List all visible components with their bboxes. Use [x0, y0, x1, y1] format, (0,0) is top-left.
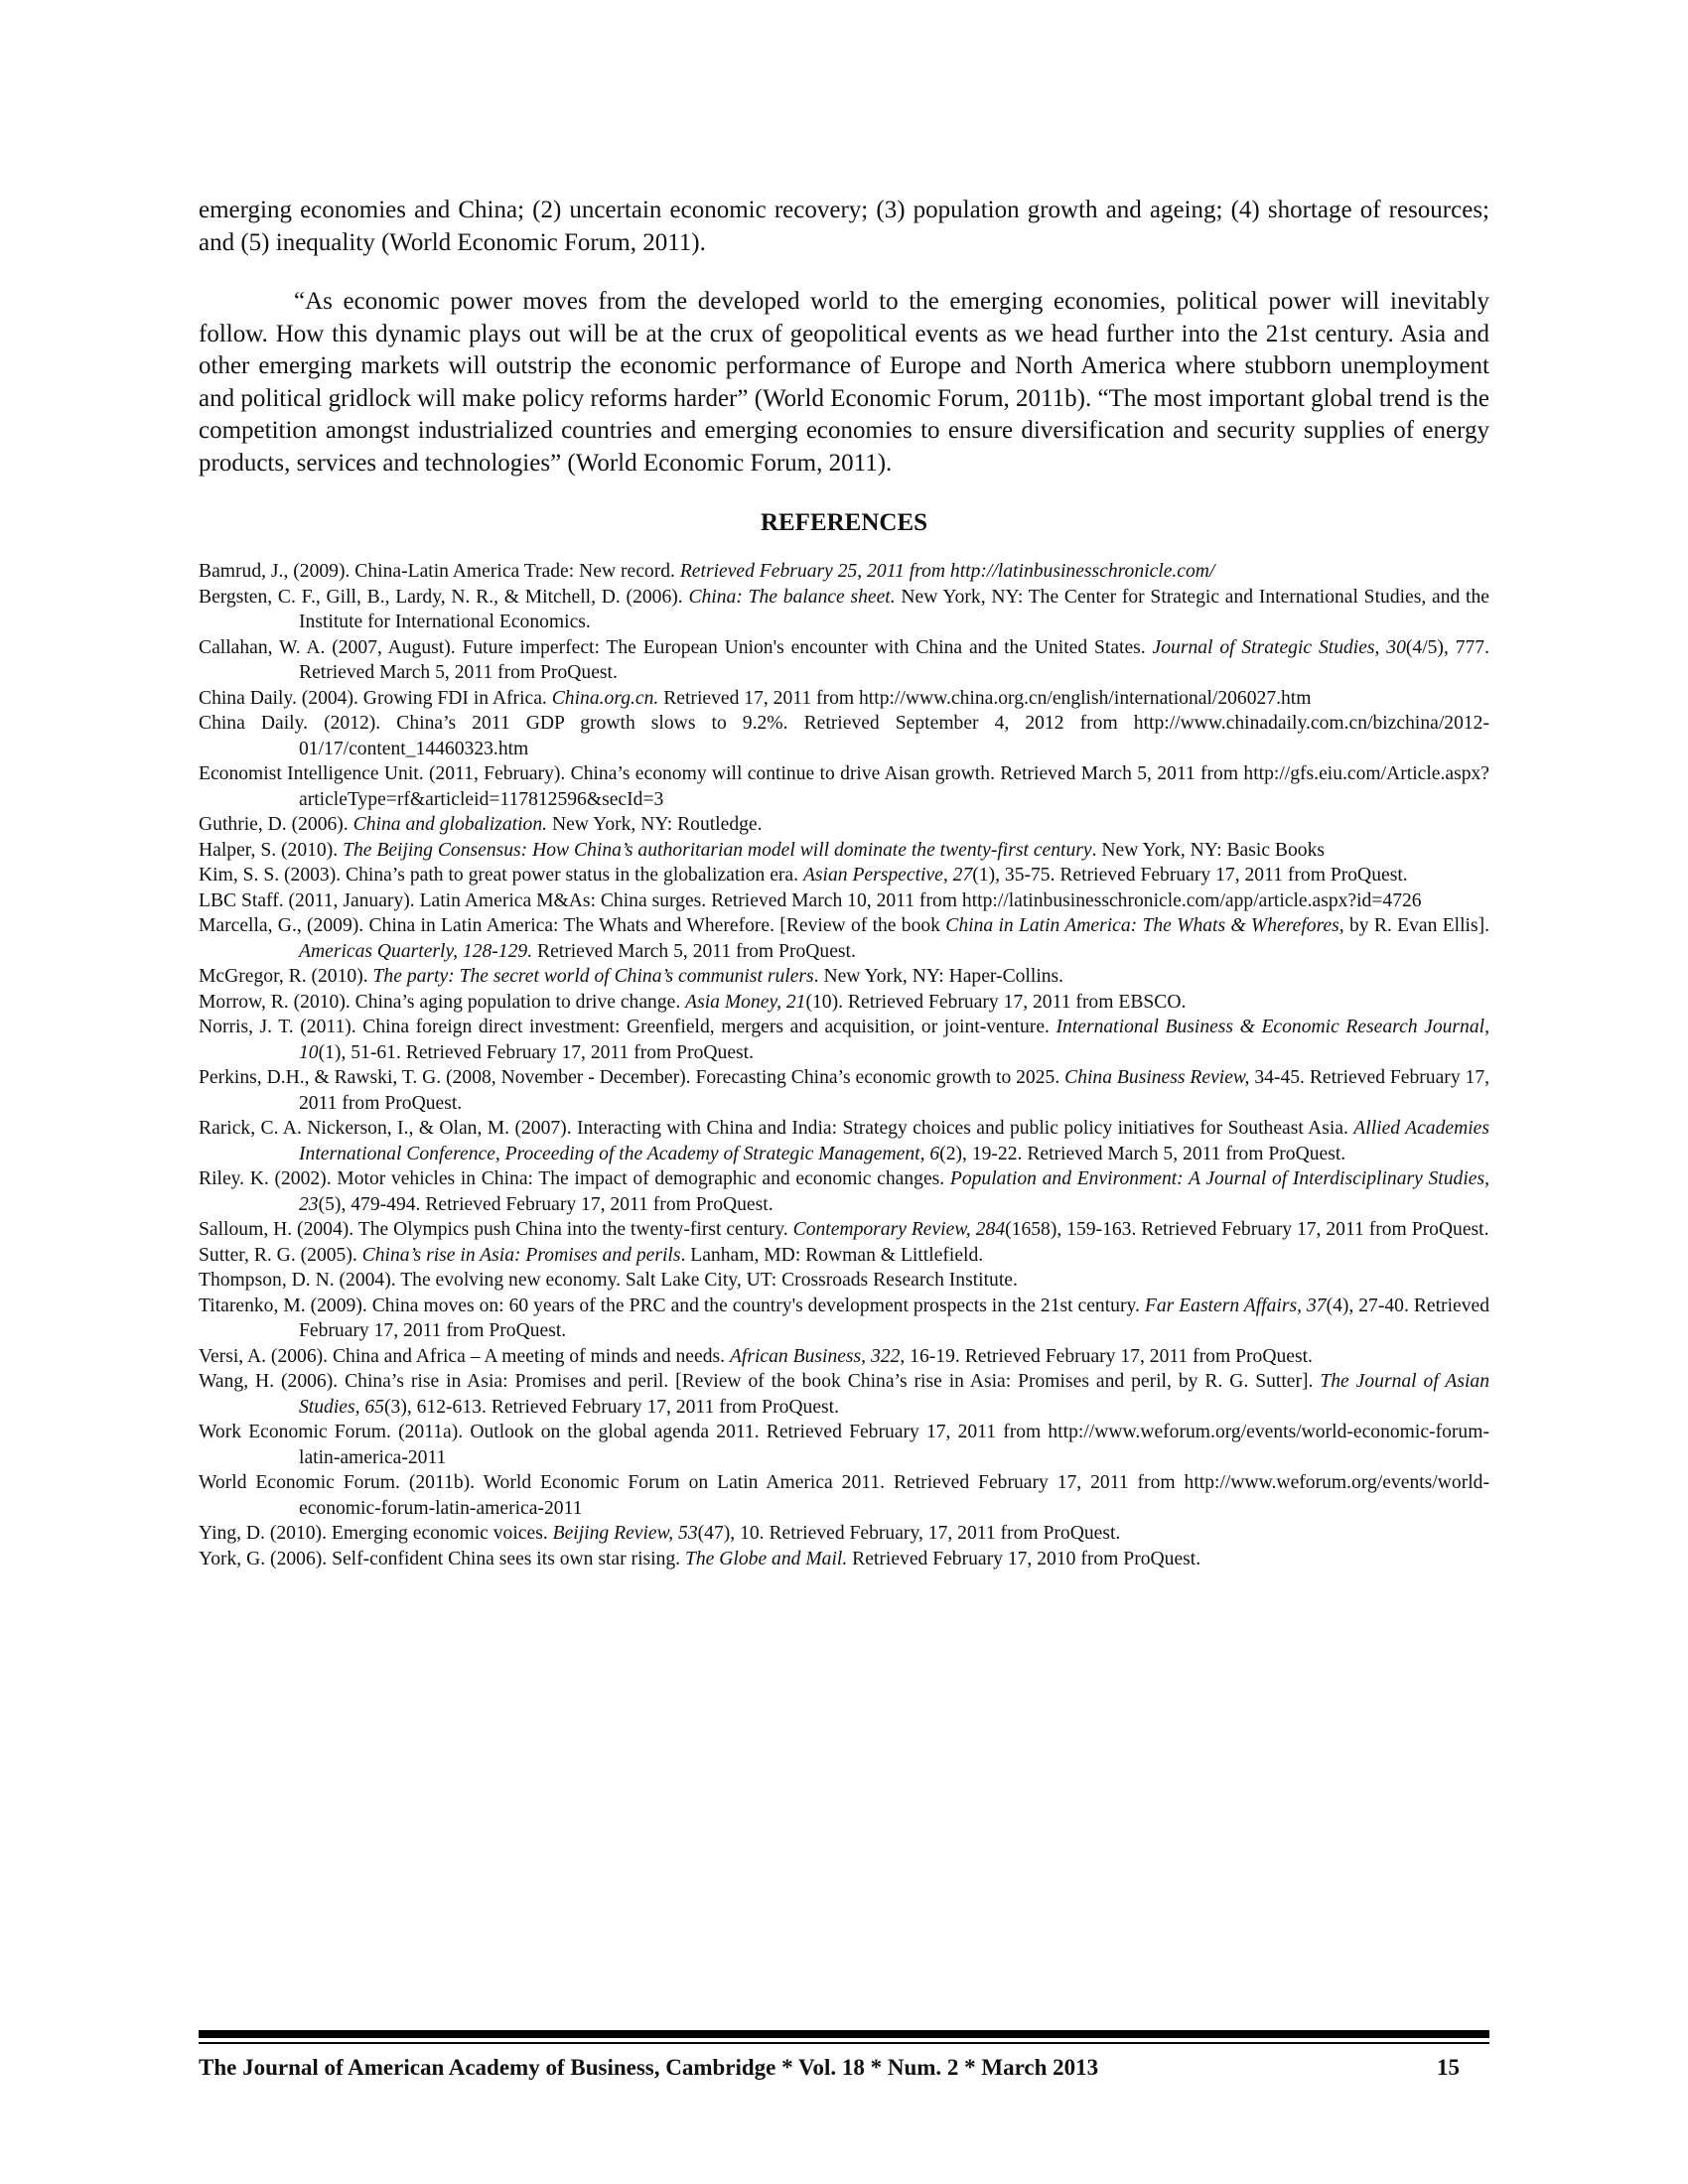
reference-entry: Perkins, D.H., & Rawski, T. G. (2008, November - December). Forecasting China’s economic growth to 2025. China Business Review, 34-45. Retrieved February 17, 2011 from ProQuest. — [199, 1067, 1490, 1114]
reference-entry: Rarick, C. A. Nickerson, I., & Olan, M. (2007). Interacting with China and India: Strategy choices and public policy initiatives for Southeast Asia. Allied Academies International Conference, Proceeding of the Academy of Strategic Management, 6(2), 19-22. Retrieved March 5, 2011 from ProQuest. — [199, 1118, 1489, 1164]
reference-entry: China Daily. (2004). Growing FDI in Africa. China.org.cn. Retrieved 17, 2011 from http://www.china.org.cn/english/international/206027.htm — [199, 687, 1312, 709]
reference-entry: Norris, J. T. (2011). China foreign direct investment: Greenfield, mergers and acquisition, or joint-venture. International Business & Economic Research Journal, 10(1), 51-61. Retrieved February 17, 2011 from ProQuest. — [199, 1017, 1489, 1063]
reference-entry: Kim, S. S. (2003). China’s path to great power status in the globalization era. Asian Perspective, 27(1), 35-75. Retrieved February 17, 2011 from ProQuest. — [199, 865, 1408, 886]
reference-entry: Riley. K. (2002). Motor vehicles in China: The impact of demographic and economic changes. Population and Environment: A Journal of Interdisciplinary Studies, 23(5), 479-494. Retrieved February 17, 2011 from ProQuest. — [199, 1168, 1489, 1215]
references-heading: REFERENCES — [760, 509, 928, 536]
page-footer — [199, 2055, 1489, 2095]
reference-entry: Bergsten, C. F., Gill, B., Lardy, N. R., & Mitchell, D. (2006). China: The balance sheet. New York, NY: The Center for Strategic and International Studies, and the Institute for International Economics. — [199, 586, 1489, 632]
reference-entry: Guthrie, D. (2006). China and globalization. New York, NY: Routledge. — [199, 814, 763, 835]
reference-entry: Work Economic Forum. (2011a). Outlook on the global agenda 2011. Retrieved February 17, 2011 from http://www.weforum.org/events/world-economic-forum-latin-america-2011 — [199, 1422, 1489, 1468]
reference-entry: Callahan, W. A. (2007, August). Future imperfect: The European Union's encounter with China and the United States. Journal of Strategic Studies, 30(4/5), 777. Retrieved March 5, 2011 from ProQuest. — [199, 636, 1489, 683]
reference-entry: Salloum, H. (2004). The Olympics push China into the twenty-first century. Contemporary Review, 284(1658), 159-163. Retrieved February 17, 2011 from ProQuest. — [199, 1219, 1489, 1240]
reference-entry: China Daily. (2012). China’s 2011 GDP growth slows to 9.2%. Retrieved September 4, 2012 from http://www.chinadaily.com.cn/bizchina/2012-01/17/content_14460323.htm — [199, 713, 1489, 759]
paragraph-quote: “As economic power moves from the developed world to the emerging economies, political power will inevitably follow. How this dynamic plays out will be at the crux of geopolitical events as we head further into the 21st century. Asia and other emerging markets will outstrip the economic performance of Europe and North America where stubborn unemployment and political gridlock will make policy reforms harder” (World Economic Forum, 2011b). “The most important global trend is the competition amongst industrialized countries and emerging economies to ensure diversification and security supplies of energy products, services and technologies” (World Economic Forum, 2011). — [199, 288, 1489, 477]
reference-entry: World Economic Forum. (2011b). World Economic Forum on Latin America 2011. Retrieved February 17, 2011 from http://www.weforum.org/events/world-economic-forum-latin-america-2011 — [199, 1472, 1489, 1519]
reference-entry: LBC Staff. (2011, January). Latin America M&As: China surges. Retrieved March 10, 2011 from http://latinbusinesschronicle.com/app/article.aspx?id=4726 — [199, 889, 1422, 911]
footer-rule-thick — [199, 2030, 1489, 2038]
reference-entry: Marcella, G., (2009). China in Latin America: The Whats and Wherefore. [Review of the book China in Latin America: The Whats & Wherefores, by R. Evan Ellis]. Americas Quarterly, 128-129. Retrieved March 5, 2011 from ProQuest. — [199, 915, 1489, 962]
reference-entry: Thompson, D. N. (2004). The evolving new economy. Salt Lake City, UT: Crossroads Research Institute. — [199, 1270, 1018, 1291]
reference-entry: Ying, D. (2010). Emerging economic voices. Beijing Review, 53(47), 10. Retrieved February, 17, 2011 from ProQuest. — [199, 1523, 1121, 1544]
reference-entry: Sutter, R. G. (2005). China’s rise in Asia: Promises and perils. Lanham, MD: Rowman & Littlefield. — [199, 1244, 984, 1266]
footer-rule-thin — [199, 2042, 1489, 2044]
reference-entry: Titarenko, M. (2009). China moves on: 60 years of the PRC and the country's development prospects in the 21st century. Far Eastern Affairs, 37(4), 27-40. Retrieved February 17, 2011 from ProQuest. — [199, 1295, 1489, 1341]
reference-entry: Economist Intelligence Unit. (2011, February). China’s economy will continue to drive Aisan growth. Retrieved March 5, 2011 from http://gfs.eiu.com/Article.aspx?articleType=rf&articleid=117812596&secId=3 — [199, 763, 1489, 810]
footer-journal-title: The Journal of American Academy of Business, Cambridge * Vol. 18 * Num. 2 * March 2013 — [199, 2055, 1099, 2080]
paragraph-continuation: emerging economies and China; (2) uncertain economic recovery; (3) population growth and ageing; (4) shortage of resources; and (5) inequality (World Economic Forum, 2011). — [199, 197, 1489, 256]
reference-entry: Wang, H. (2006). China’s rise in Asia: Promises and peril. [Review of the book China’s rise in Asia: Promises and peril, by R. G. Sutter]. The Journal of Asian Studies, 65(3), 612-613. Retrieved February 17, 2011 from ProQuest. — [199, 1371, 1489, 1418]
reference-entry: York, G. (2006). Self-confident China sees its own star rising. The Globe and Mail. Retrieved February 17, 2010 from ProQuest. — [199, 1548, 1201, 1570]
reference-entry: Bamrud, J., (2009). China-Latin America Trade: New record. Retrieved February 25, 2011 from http://latinbusinesschronicle.com/ — [199, 561, 1215, 582]
reference-entry: Halper, S. (2010). The Beijing Consensus: How China’s authoritarian model will dominate the twenty-first century. New York, NY: Basic Books — [199, 839, 1326, 861]
reference-entry: Morrow, R. (2010). China’s aging population to drive change. Asia Money, 21(10). Retrieved February 17, 2011 from EBSCO. — [199, 991, 1187, 1013]
page-number: 15 — [1437, 2055, 1460, 2080]
reference-entry: Versi, A. (2006). China and Africa – A meeting of minds and needs. African Business, 322, 16-19. Retrieved February 17, 2011 from ProQuest. — [199, 1345, 1313, 1367]
page-body — [199, 195, 1489, 1571]
reference-entry: McGregor, R. (2010). The party: The secret world of China’s communist rulers. New York, NY: Haper-Collins. — [199, 966, 1064, 987]
references-list — [199, 559, 1489, 1571]
